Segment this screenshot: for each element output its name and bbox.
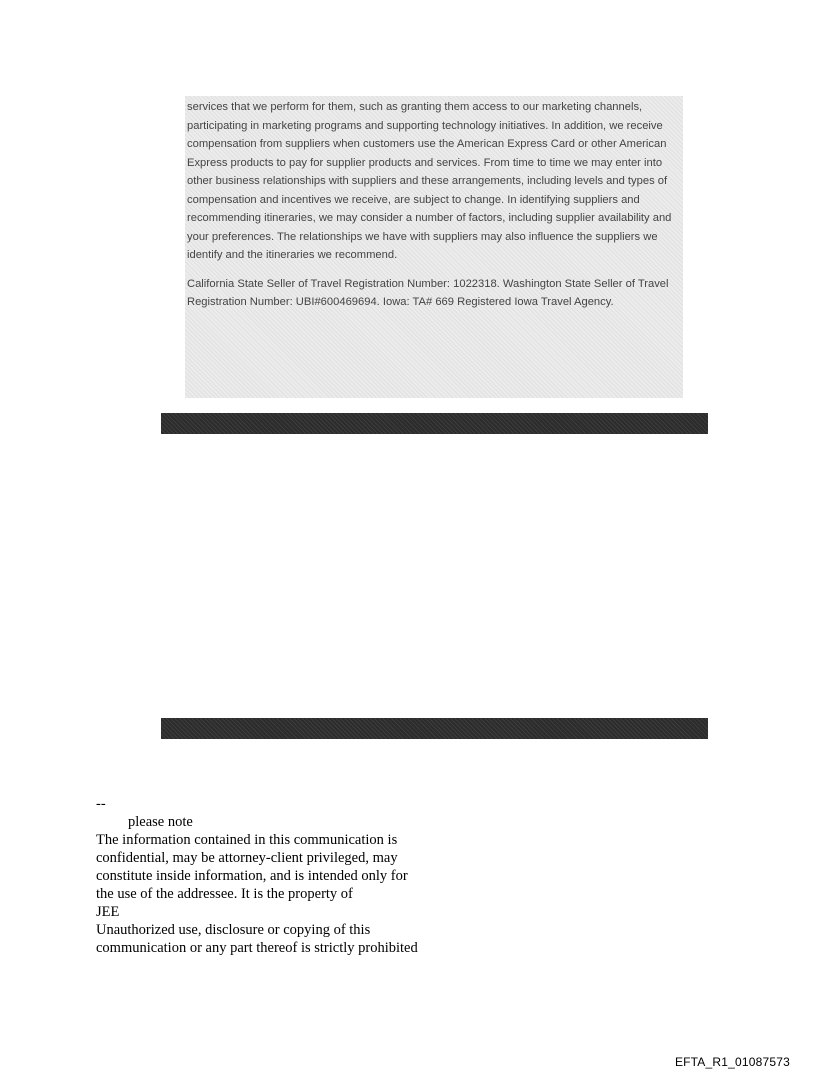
notice-line: the use of the addressee. It is the property of: [96, 886, 353, 902]
document-id: EFTA_R1_01087573: [674, 1055, 790, 1069]
notice-line: communication or any part thereof is strictly prohibited: [96, 940, 418, 956]
seller-of-travel-registration-paragraph: California State Seller of Travel Registration Number: 1022318. Washington State Seller of Travel Registration Number: UBI#600469694. Iowa: TA# 669 Registered Iowa Travel Agency.: [187, 277, 669, 308]
notice-line: constitute inside information, and is intended only for: [96, 868, 408, 884]
notice-line: confidential, may be attorney-client privileged, may: [96, 850, 398, 866]
supplier-disclosure-box: [185, 96, 683, 398]
notice-line: Unauthorized use, disclosure or copying of this: [96, 922, 371, 938]
redaction-bar-bottom: [161, 718, 708, 739]
please-note-heading: please note: [128, 814, 193, 830]
confidentiality-notice: [96, 795, 476, 957]
notice-line: JEE: [96, 904, 120, 920]
signature-separator: --: [96, 796, 106, 812]
supplier-relationships-paragraph: services that we perform for them, such as granting them access to our marketing channels, participating in marketing programs and supporting technology initiatives. In addition, we receive compensation from suppliers when customers use the American Express Card or other American Express products to pay for supplier products and services. From time to time we may enter into other business relationships with suppliers and these arrangements, including levels and types of compensation and incentives we receive, are subject to change. In identifying suppliers and recommending itineraries, we may consider a number of factors, including supplier availability and your preferences. The relationships we have with suppliers may also influence the suppliers we identify and the itineraries we recommend.: [187, 101, 672, 261]
notice-line: The information contained in this communication is: [96, 832, 398, 848]
redaction-bar-top: [161, 413, 708, 434]
